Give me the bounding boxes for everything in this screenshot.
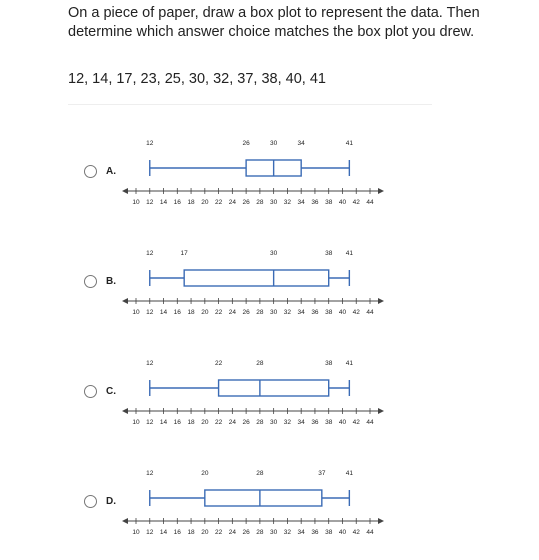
tick-label: 30	[270, 199, 278, 206]
box-plot-b	[0, 240, 539, 340]
value-label: 17	[180, 250, 188, 257]
tick-label: 20	[201, 419, 209, 426]
tick-label: 40	[338, 309, 347, 316]
value-label: 20	[201, 470, 209, 477]
value-label: 12	[146, 250, 154, 257]
value-label: 26	[242, 140, 250, 147]
option-letter-c: C.	[106, 386, 116, 397]
tick-label: 30	[270, 419, 278, 426]
tick-label: 32	[283, 419, 292, 426]
tick-label: 38	[325, 309, 333, 316]
value-label: 22	[214, 360, 223, 367]
tick-label: 10	[132, 309, 140, 316]
arrow-left-icon	[122, 408, 128, 414]
tick-label: 36	[311, 419, 319, 426]
tick-label: 24	[228, 309, 236, 316]
tick-label: 28	[256, 309, 264, 316]
tick-label: 44	[366, 529, 374, 536]
value-label: 41	[345, 470, 353, 477]
tick-label: 32	[283, 309, 292, 316]
tick-label: 32	[283, 199, 292, 206]
answer-option-d[interactable]	[0, 460, 539, 560]
value-label: 12	[146, 140, 154, 147]
tick-label: 28	[256, 529, 264, 536]
tick-label: 18	[187, 419, 195, 426]
value-label: 30	[270, 140, 278, 147]
tick-label: 12	[146, 419, 154, 426]
tick-label: 10	[132, 529, 140, 536]
answer-option-b[interactable]	[0, 240, 539, 340]
tick-label: 18	[187, 199, 195, 206]
value-label: 12	[146, 360, 154, 367]
answer-option-a[interactable]	[0, 130, 539, 230]
option-letter-a: A.	[106, 166, 116, 177]
value-label: 28	[256, 470, 264, 477]
tick-label: 42	[352, 309, 360, 316]
tick-label: 34	[297, 309, 305, 316]
tick-label: 20	[201, 199, 209, 206]
tick-label: 26	[242, 309, 250, 316]
tick-label: 14	[159, 309, 168, 316]
tick-label: 40	[338, 529, 347, 536]
tick-label: 10	[132, 199, 140, 206]
tick-label: 42	[352, 419, 360, 426]
tick-label: 42	[352, 199, 360, 206]
tick-label: 24	[228, 529, 236, 536]
option-letter-d: D.	[106, 496, 116, 507]
tick-label: 38	[325, 419, 333, 426]
tick-label: 20	[201, 529, 209, 536]
tick-label: 36	[311, 199, 319, 206]
box-plot-a	[0, 130, 539, 230]
tick-label: 24	[228, 199, 236, 206]
tick-label: 34	[297, 199, 305, 206]
tick-label: 30	[270, 309, 278, 316]
tick-label: 38	[325, 199, 333, 206]
value-label: 28	[256, 360, 264, 367]
tick-label: 12	[146, 309, 154, 316]
data-set: 12, 14, 17, 23, 25, 30, 32, 37, 38, 40, 41	[68, 71, 326, 87]
arrow-left-icon	[122, 518, 128, 524]
question-prompt: On a piece of paper, draw a box plot to represent the data. Then determine which answer choice matches the box plot you drew.	[68, 5, 480, 40]
arrow-right-icon	[378, 408, 384, 414]
tick-label: 16	[173, 309, 181, 316]
tick-label: 16	[173, 199, 181, 206]
tick-label: 40	[338, 419, 347, 426]
tick-label: 24	[228, 419, 236, 426]
tick-label: 18	[187, 529, 195, 536]
tick-label: 26	[242, 199, 250, 206]
tick-label: 10	[132, 419, 140, 426]
arrow-right-icon	[378, 298, 384, 304]
tick-label: 22	[214, 199, 223, 206]
tick-label: 44	[366, 309, 374, 316]
tick-label: 20	[201, 309, 209, 316]
divider	[68, 104, 432, 105]
tick-label: 28	[256, 419, 264, 426]
tick-label: 34	[297, 419, 305, 426]
arrow-right-icon	[378, 518, 384, 524]
tick-label: 22	[214, 309, 223, 316]
tick-label: 30	[270, 529, 278, 536]
iqr-box	[219, 380, 329, 396]
arrow-left-icon	[122, 188, 128, 194]
tick-label: 26	[242, 529, 250, 536]
answer-option-c[interactable]	[0, 350, 539, 450]
tick-label: 16	[173, 419, 181, 426]
tick-label: 36	[311, 529, 319, 536]
tick-label: 28	[256, 199, 264, 206]
tick-label: 36	[311, 309, 319, 316]
tick-label: 32	[283, 529, 292, 536]
iqr-box	[205, 490, 322, 506]
option-letter-b: B.	[106, 276, 116, 287]
tick-label: 16	[173, 529, 181, 536]
value-label: 38	[325, 360, 333, 367]
tick-label: 26	[242, 419, 250, 426]
value-label: 34	[297, 140, 305, 147]
tick-label: 14	[159, 199, 168, 206]
tick-label: 18	[187, 309, 195, 316]
tick-label: 44	[366, 419, 374, 426]
tick-label: 22	[214, 419, 223, 426]
tick-label: 38	[325, 529, 333, 536]
tick-label: 12	[146, 529, 154, 536]
tick-label: 14	[159, 419, 168, 426]
arrow-left-icon	[122, 298, 128, 304]
tick-label: 44	[366, 199, 374, 206]
value-label: 12	[146, 470, 154, 477]
iqr-box	[184, 270, 329, 286]
value-label: 41	[345, 360, 353, 367]
box-plot-c	[0, 350, 539, 450]
tick-label: 12	[146, 199, 154, 206]
tick-label: 42	[352, 529, 360, 536]
box-plot-d	[0, 460, 539, 540]
value-label: 37	[318, 470, 326, 477]
value-label: 41	[345, 140, 353, 147]
value-label: 38	[325, 250, 333, 257]
tick-label: 34	[297, 529, 305, 536]
tick-label: 22	[214, 529, 223, 536]
value-label: 41	[345, 250, 353, 257]
value-label: 30	[270, 250, 278, 257]
tick-label: 40	[338, 199, 347, 206]
tick-label: 14	[159, 529, 168, 536]
arrow-right-icon	[378, 188, 384, 194]
